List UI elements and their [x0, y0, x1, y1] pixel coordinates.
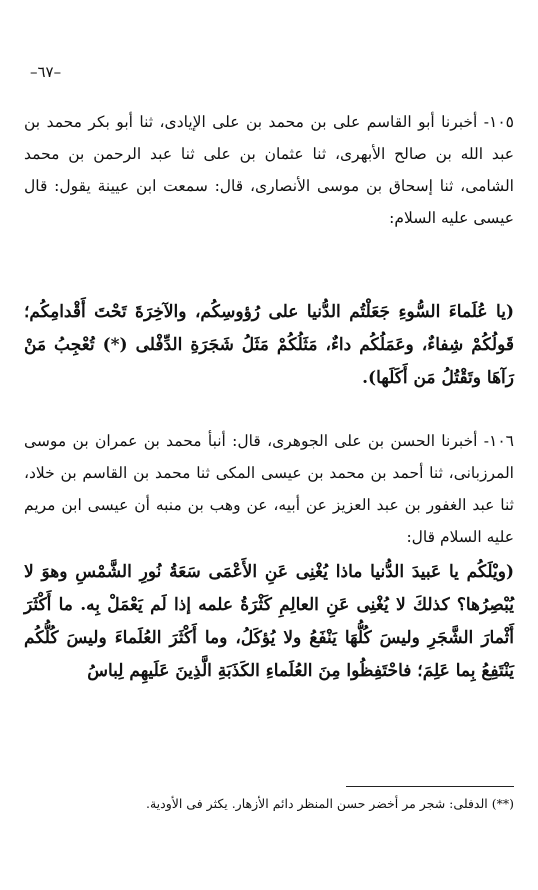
footnote: (**) الدفلى: شجر مر أخضر حسن المنظر دائم الأزهار. يكثر فى الأودية.: [145, 796, 514, 811]
hadith-106-quote: (ويْلَكُم يا عَبيدَ الدُّنيا ماذا يُغْنِى عَنِ الأَعْمَى سَعَةُ نُورِ الشَّمْسِ وهوَ لا يُبْصِرُها؟ كذلكَ لا يُغْنِى عَنِ العالِمِ كَثْرَةُ علمه إذا لَم يَعْمَلْ بِه. ما أَكْثَرَ أَثْمارَ الشَّجَرِ وليسَ كُلُّهَا يَنْفَعُ ولا يُؤكَلُ، وما أَكْثَرَ العُلَماءَ وليسَ كُلُّكُم يَنْتَفِعُ بِما عَلِمَ؛ فاحْتَفِظُوا مِنَ العُلَماءِ الكَذَبَةِ الَّذِينَ عَلَيهِم لِباسُ: [24, 562, 514, 681]
hadith-105-quote: (يا عُلَماءَ السُّوءِ جَعَلْتُم الدُّنيا على رُؤوسِكُم، والآخِرَةَ تَحْتَ أَقْدامِكُم؛ قَولُكُمْ شِفاءٌ، وعَمَلُكُم داءٌ، مَثَلُكُمْ مَثَلُ شَجَرَةِ الدِّفْلى (*) تُعْجِبُ مَنْ رَآهَا وتَقْتُلُ مَن أَكَلَها).: [24, 302, 514, 388]
book-page: [24, 0, 514, 890]
hadith-106-narration: ١٠٦- أخبرنا الحسن بن على الجوهرى، قال: أنبأ محمد بن عمران بن موسى المرزبانى، ثنا أحمد بن محمد بن عيسى المكى ثنا محمد بن القاسم بن خلاد، ثنا عبد الغفور بن عبد العزيز عن أبيه، عن وهب بن منبه أن عيسى ابن مريم عليه السلام قال:: [24, 432, 514, 546]
hadith-105-narration: ١٠٥- أخبرنا أبو القاسم على بن محمد بن على الإيادى، ثنا أبو بكر محمد بن عبد الله بن صالح الأبهرى، ثنا عثمان بن على ثنا عبد الرحمن بن محمد الشامى، ثنا إسحاق بن موسى الأنصارى، قال: سمعت ابن عيينة يقول: قال عيسى عليه السلام:: [24, 113, 514, 227]
footnote-divider: [346, 786, 514, 787]
page-number: –٦٧–: [30, 63, 62, 81]
